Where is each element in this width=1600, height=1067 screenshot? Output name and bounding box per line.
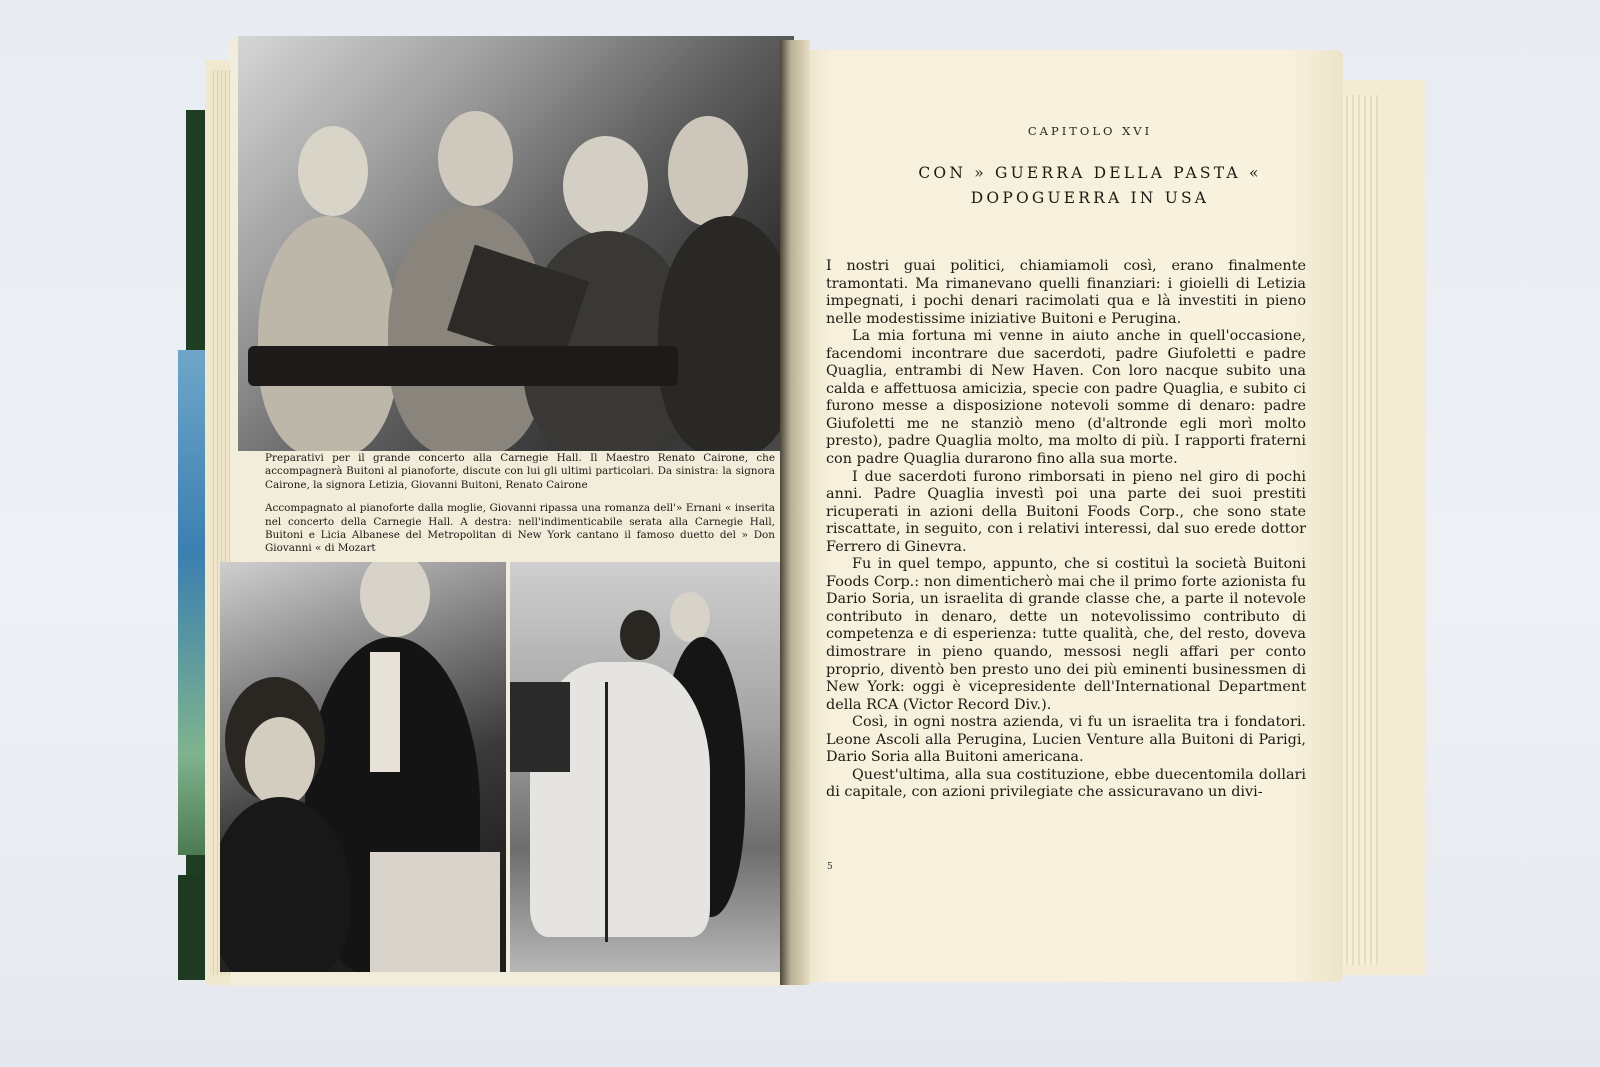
caption-top-photo: Preparativi per il grande concerto alla Carnegie Hall. Il Maestro Renato Cairone, che accompagnerà Buitoni al pianoforte, discute con lui gli ultimi particolari. Da sinistra: la signora Cairone, la signora Letizia, Giovanni Buitoni, Renato Cairone [265, 452, 775, 491]
chapter-number: CAPITOLO XVI [1027, 124, 1153, 138]
paragraph: Fu in quel tempo, appunto, che si costituì la società Buitoni Foods Corp.: non dimenticherò mai che il primo forte azionista fu Dario Soria, un israelita di grande classe che, a parte il notevole contributo in denaro, dette un notevolissimo contributo di competenza e di esperienza: tutte qualità, che, del resto, doveva dimostrare in pieno quando, messosi negli affari per conto proprio, diventò ben presto uno dei più eminenti businessmen di New York: oggi è vicepresidente dell'International Department della RCA (Victor Record Div.). [826, 556, 1306, 713]
paragraph: Quest'ultima, alla sua costituzione, ebbe duecentomila dollari di capitale, con azioni privilegiate che assicuravano un divi- [826, 766, 1306, 801]
chapter-title-line-1: CON » GUERRA DELLA PASTA « [918, 164, 1262, 182]
photo-captions [265, 452, 775, 566]
paragraph: La mia fortuna mi venne in aiuto anche in quell'occasione, facendomi incontrare due sacerdoti, padre Giufoletti e padre Quaglia, entrambi di New Haven. Con loro nacque subito una calda e affettuosa amicizia, specie con padre Quaglia, e subito ci furono messe a disposizione notevoli somme di denaro: padre Giufoletti me ne stanziò meno (d'altronde egli morì molto presto), padre Quaglia molto, ma molto di più. I rapporti fraterni con padre Quaglia durarono fino alla sua morte. [826, 328, 1306, 468]
right-page-edges [1340, 95, 1380, 965]
photo-carnegie-duet [510, 562, 793, 972]
page-number: 5 [827, 862, 833, 872]
photo-carnegie-preparations [238, 36, 794, 451]
photo-piano-rehearsal [220, 562, 506, 972]
paragraph: Così, in ogni nostra azienda, vi fu un israelita tra i fondatori. Leone Ascoli alla Perugina, Lucien Venture alla Buitoni di Parigi, Dario Soria alla Buitoni americana. [826, 714, 1306, 766]
book-gutter [780, 40, 810, 985]
paragraph: I nostri guai politici, chiamiamoli così, erano finalmente tramontati. Ma rimanevano quelli finanziari: i gioielli di Letizia impegnati, i pochi denari racimolati qua e là investiti in pieno nelle modestissime iniziative Buitoni e Perugina. [826, 258, 1306, 327]
paragraph: I due sacerdoti furono rimborsati in pieno nel giro di pochi anni. Padre Quaglia investì poi una parte dei suoi prestiti ricuperati in azioni della Buitoni Foods Corp., che sono state riscattate, in seguito, con i relativi interessi, dal suo erede dottor Ferrero di Ginevra. [826, 468, 1306, 555]
chapter-title-line-2: DOPOGUERRA IN USA [970, 189, 1210, 207]
caption-bottom-photos: Accompagnato al pianoforte dalla moglie, Giovanni ripassa una romanza dell'» Ernani « inserita nel concerto della Carnegie Hall. A destra: nell'indimenticabile serata alla Carnegie Hall, Buitoni e Licia Albanese del Metropolitan di New York cantano il famoso duetto del » Don Giovanni « di Mozart [265, 502, 775, 555]
chapter-body-text [826, 258, 1306, 802]
chapter-title [840, 161, 1340, 211]
